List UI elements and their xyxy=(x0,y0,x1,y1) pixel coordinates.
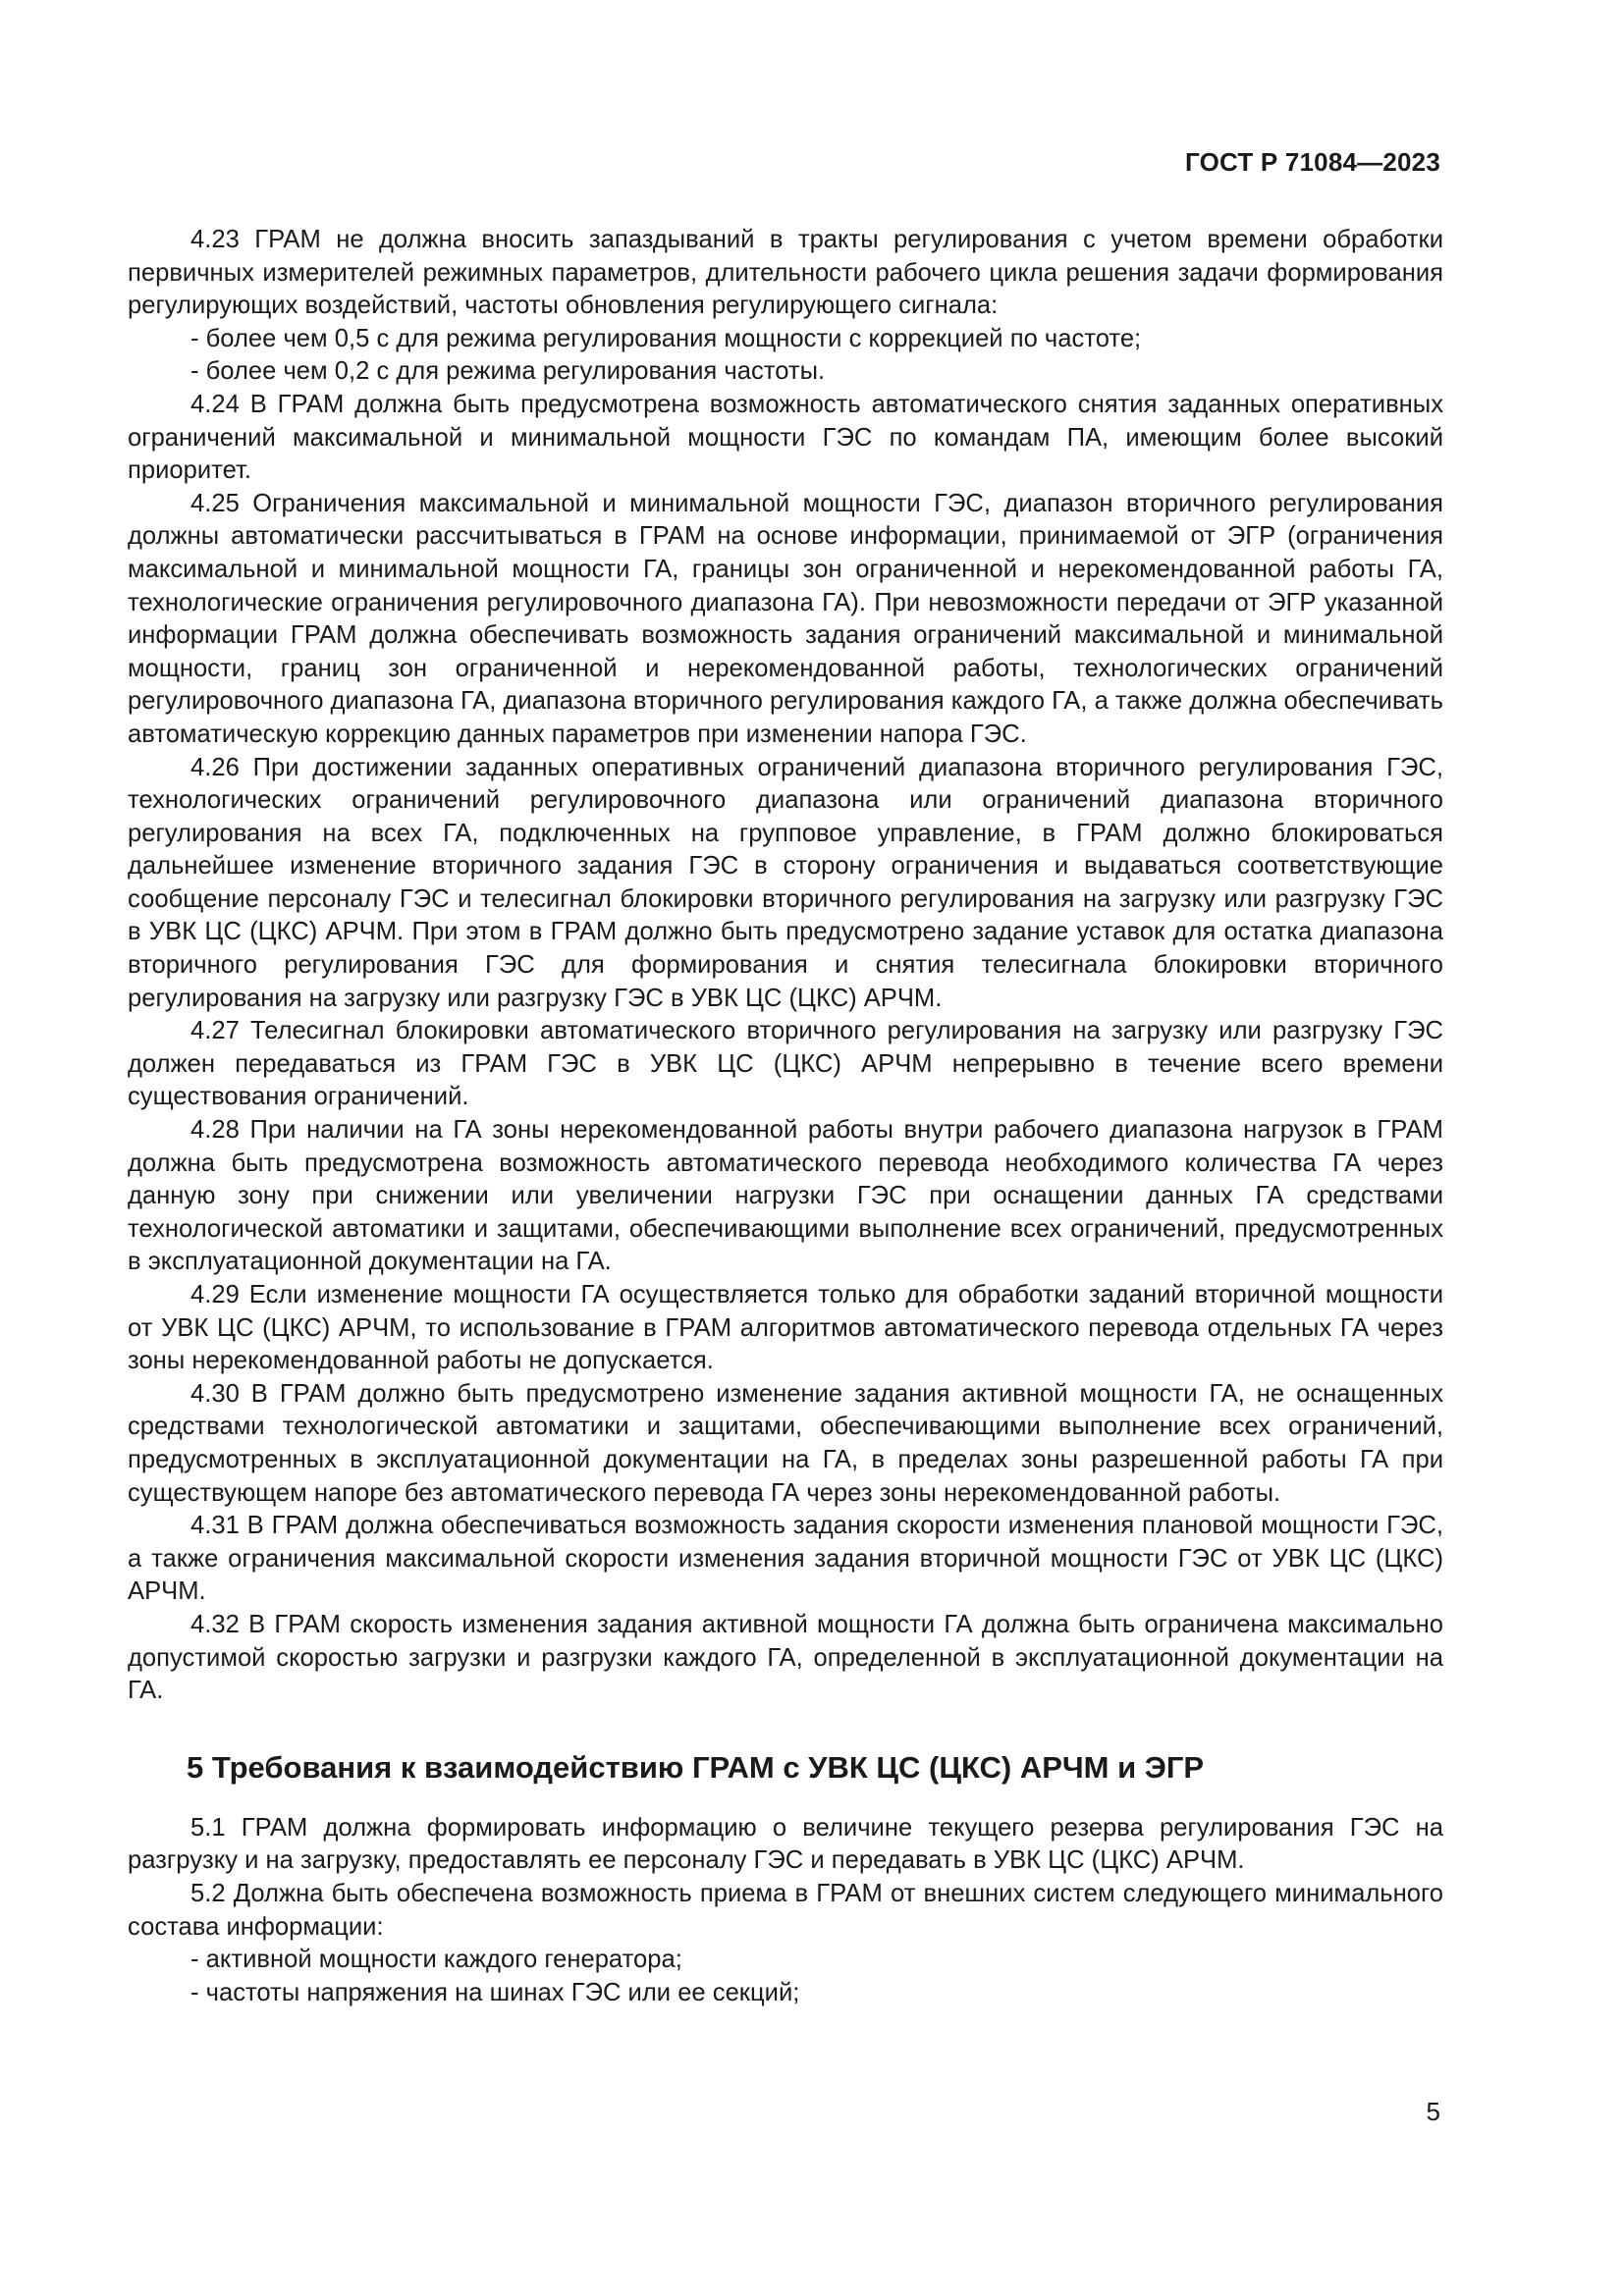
paragraph-4-27: 4.27 Телесигнал блокировки автоматического вторичного регулирования на загрузку или разгрузку ГЭС должен передаваться из ГРАМ ГЭС в УВК ЦС (ЦКС) АРЧМ непрерывно в течение всего времени существования ограничений. xyxy=(128,1017,1443,1111)
list-item: - частоты напряжения на шинах ГЭС или ее секций; xyxy=(190,1978,800,2006)
list-item: - более чем 0,2 с для режима регулирования частоты. xyxy=(190,357,826,386)
list-item: - активной мощности каждого генератора; xyxy=(190,1946,682,1974)
paragraph-4-32: 4.32 В ГРАМ скорость изменения задания активной мощности ГА должна быть ограничена максимально допустимой скоростью загрузки и разгрузки каждого ГА, определенной в эксплуатационной документации на ГА. xyxy=(128,1610,1443,1705)
paragraph-4-31: 4.31 В ГРАМ должна обеспечиваться возможность задания скорости изменения плановой мощности ГЭС, а также ограничения максимальной скорости изменения задания вторичной мощности ГЭС от УВК ЦС (ЦКС) АРЧМ. xyxy=(128,1512,1443,1606)
list-item: - более чем 0,5 с для режима регулирования мощности с коррекцией по частоте; xyxy=(190,324,1142,352)
paragraph-4-30: 4.30 В ГРАМ должно быть предусмотрено изменение задания активной мощности ГА, не оснащенных средствами технологической автоматики и защитами, обеспечивающими выполнение всех ограничений, предусмотренных в эксплуатационной документации на ГА, в пределах зоны разрешенной работы ГА при существующем напоре без автоматического перевода ГА через зоны нерекомендованной работы. xyxy=(128,1379,1443,1507)
page-number: 5 xyxy=(1426,2097,1440,2126)
paragraph-4-28: 4.28 При наличии на ГА зоны нерекомендованной работы внутри рабочего диапазона нагрузок в ГРАМ должна быть предусмотрена возможность автоматического перевода необходимого количества ГА через данную зону при снижении или увеличении нагрузки ГЭС при оснащении данных ГА средствами технологической автоматики и защитами, обеспечивающими выполнение всех ограничений, предусмотренных в эксплуатационной документации на ГА. xyxy=(128,1116,1443,1276)
paragraph-4-23: 4.23 ГРАМ не должна вносить запаздываний в тракты регулирования с учетом времени обработки первичных измерителей режимных параметров, длительности рабочего цикла решения задачи формирования регулирующих воздействий, частоты обновления регулирующего сигнала: xyxy=(128,226,1443,320)
paragraph-5-2: 5.2 Должна быть обеспечена возможность приема в ГРАМ от внешних систем следующего минимального состава информации: xyxy=(128,1879,1443,1941)
paragraph-5-1: 5.1 ГРАМ должна формировать информацию о величине текущего резерва регулирования ГЭС на разгрузку и на загрузку, предоставлять ее персоналу ГЭС и передавать в УВК ЦС (ЦКС) АРЧМ. xyxy=(128,1813,1443,1875)
section-heading-5: 5 Требования к взаимодействию ГРАМ с УВК ЦС (ЦКС) АРЧМ и ЭГР xyxy=(187,1749,1205,1785)
paragraph-4-24: 4.24 В ГРАМ должна быть предусмотрена возможность автоматического снятия заданных оперативных ограничений максимальной и минимальной мощности ГЭС по командам ПА, имеющим более высокий приоритет. xyxy=(128,390,1443,485)
paragraph-4-29: 4.29 Если изменение мощности ГА осуществляется только для обработки заданий вторичной мощности от УВК ЦС (ЦКС) АРЧМ, то использование в ГРАМ алгоритмов автоматического перевода отдельных ГА через зоны нерекомендованной работы не допускается. xyxy=(128,1281,1443,1375)
document-header: ГОСТ Р 71084—2023 xyxy=(1185,147,1440,177)
document-body xyxy=(128,224,1443,2009)
paragraph-4-26: 4.26 При достижении заданных оперативных ограничений диапазона вторичного регулирования ГЭС, технологических ограничений регулировочного диапазона или ограничений диапазона вторичного регулирования на всех ГА, подключенных на групповое управление, в ГРАМ должно блокироваться дальнейшее изменение вторичного задания ГЭС в сторону ограничения и выдаваться соответствующие сообщение персоналу ГЭС и телесигнал блокировки вторичного регулирования на загрузку или разгрузку ГЭС в УВК ЦС (ЦКС) АРЧМ. При этом в ГРАМ должно быть предусмотрено задание уставок для остатка диапазона вторичного регулирования ГЭС для формирования и снятия телесигнала блокировки вторичного регулирования на загрузку или разгрузку ГЭС в УВК ЦС (ЦКС) АРЧМ. xyxy=(128,753,1443,1012)
paragraph-4-25: 4.25 Ограничения максимальной и минимальной мощности ГЭС, диапазон вторичного регулирования должны автоматически рассчитываться в ГРАМ на основе информации, принимаемой от ЭГР (ограничения максимальной и минимальной мощности ГА, границы зон ограниченной и нерекомендованной работы ГА, технологические ограничения регулировочного диапазона ГА). При невозможности передачи от ЭГР указанной информации ГРАМ должна обеспечивать возможность задания ограничений максимальной и минимальной мощности, границ зон ограниченной и нерекомендованной работы, технологических ограничений регулировочного диапазона ГА, диапазона вторичного регулирования каждого ГА, а также должна обеспечивать автоматическую коррекцию данных параметров при изменении напора ГЭС. xyxy=(128,489,1443,748)
